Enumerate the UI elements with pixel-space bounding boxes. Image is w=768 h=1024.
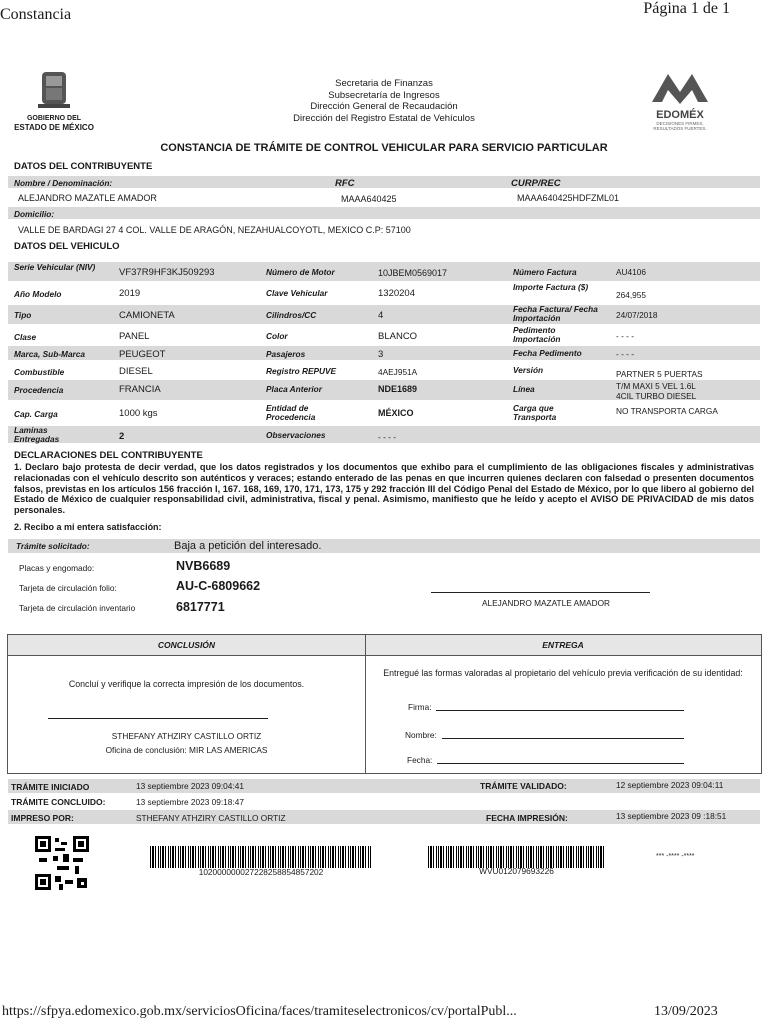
tipo-label: Tipo (14, 310, 32, 320)
tramite-concluido-value: 13 septiembre 2023 09:18:47 (136, 797, 244, 807)
modelo-value: 2019 (119, 288, 141, 299)
gobierno-line1: GOBIERNO DEL (26, 115, 82, 122)
fecha-impresion-value: 13 septiembre 2023 09 :18:51 (616, 811, 727, 821)
fecha-factura-value: 24/07/2018 (616, 310, 658, 320)
color-label: Color (266, 331, 288, 341)
edomex-name: EDOMÉX (656, 109, 704, 121)
footer-date: 13/09/2023 (654, 1004, 718, 1019)
entidad-label: Entidad de Procedencia (266, 403, 316, 422)
fecha-pedimento-value: - - - - (616, 349, 634, 359)
marca-value: PEUGEOT (119, 349, 166, 360)
factura-value: AU4106 (616, 267, 646, 277)
domicilio-label: Domicilio: (14, 209, 55, 219)
gobierno-line2: ESTADO DE MÉXICO (14, 123, 94, 132)
version-label: Versión (513, 365, 544, 375)
clave-value: 1320204 (378, 288, 415, 299)
entrega-fecha-label: Fecha: (407, 755, 433, 765)
entrega-text: Entregué las formas valoradas al propietario del vehículo previa verificación de su identidad: (383, 668, 743, 678)
curp-label: CURP/REC (511, 178, 561, 189)
header-line1: Secretaria de Finanzas (335, 78, 433, 89)
pedimento-value: - - - - (616, 331, 634, 341)
placas-value: NVB6689 (176, 559, 231, 573)
fecha-factura-label: Fecha Factura/ Fecha Importación (513, 304, 598, 323)
linea-value-2: 4CIL TURBO DIESEL (616, 390, 697, 401)
tramite-value: Baja a petición del interesado. (174, 540, 322, 552)
state-seal-icon (14, 70, 94, 110)
procedencia-label: Procedencia (14, 385, 64, 395)
entrega-nombre-label: Nombre: (405, 730, 437, 740)
color-value: BLANCO (378, 331, 418, 342)
repuve-value: 4AEJ951A (378, 367, 418, 377)
conclusion-oficina: Oficina de conclusión: MIR LAS AMERICAS (105, 745, 268, 755)
placa-anterior-label: Placa Anterior (266, 384, 322, 394)
pasajeros-label: Pasajeros (266, 349, 306, 359)
entrega-firma-line (436, 710, 684, 711)
factura-label: Número Factura (513, 267, 577, 277)
clave-label: Clave Vehicular (266, 288, 328, 298)
tramite-label: Trámite solicitado: (16, 541, 90, 551)
cilindros-label: Cilindros/CC (266, 310, 317, 320)
conclusion-nombre: STHEFANY ATHZIRY CASTILLO ORTIZ (111, 731, 262, 741)
conclusion-signature-line (48, 718, 268, 719)
recibo-item: 2. Recibo a mi entera satisfacción: (14, 522, 162, 532)
carga-value: 1000 kgs (119, 408, 158, 419)
folio-label: Tarjeta de circulación folio: (19, 583, 117, 593)
gobierno-logo (14, 70, 94, 130)
importe-label: Importe Factura ($) (513, 282, 589, 292)
motor-label: Número de Motor (266, 267, 335, 277)
linea-label: Línea (513, 384, 535, 394)
masked-code: *** -**** -**** (656, 853, 695, 860)
marca-label: Marca, Sub-Marca (14, 349, 86, 359)
observaciones-value: - - - - (378, 432, 396, 442)
tramite-iniciado-label: TRÁMITE INICIADO (11, 782, 90, 792)
tipo-value: CAMIONETA (119, 310, 175, 321)
linea-value (616, 382, 696, 401)
barcode-2-number: WVU012079693226 (479, 866, 554, 876)
entidad-value: MÉXICO (378, 408, 414, 418)
entrega-fecha-line (437, 763, 684, 764)
header-block (234, 78, 534, 124)
footer-url[interactable]: https://sfpya.edomexico.gob.mx/serviciosOficina/faces/tramiteselectronicos/cv/portalPubl... (2, 1004, 517, 1019)
laminas-label: Laminas Entregadas (14, 425, 60, 444)
tramite-concluido-label: TRÁMITE CONCLUIDO: (11, 797, 106, 807)
page-header-left: Constancia (0, 6, 72, 23)
pedimento-label: Pedimento Importación (513, 325, 561, 344)
rfc-label: RFC (335, 178, 355, 189)
section-declaraciones: DECLARACIONES DEL CONTRIBUYENTE (14, 450, 203, 461)
placas-label: Placas y engomado: (19, 563, 95, 573)
section-contribuyente: DATOS DEL CONTRIBUYENTE (14, 161, 153, 172)
domicilio-value: VALLE DE BARDAGI 27 4 COL. VALLE DE ARAGÓN, NEZAHUALCOYOTL, MEXICO C.P: 57100 (18, 225, 411, 235)
tramite-iniciado-value: 13 septiembre 2023 09:04:41 (136, 781, 244, 791)
firma-contribuyente-line (431, 592, 650, 593)
carga-label: Cap. Carga (14, 409, 58, 419)
serie-label: Serie Vehicular (NIV) (14, 262, 96, 272)
motor-value: 10JBEM0569017 (378, 268, 448, 278)
placa-anterior-value: NDE1689 (378, 384, 418, 394)
entrega-nombre-line (442, 738, 684, 739)
combustible-label: Combustible (14, 367, 65, 377)
rfc-value: MAAA640425 (341, 194, 397, 204)
observaciones-label: Observaciones (266, 430, 326, 440)
nombre-value: ALEJANDRO MAZATLE AMADOR (18, 193, 157, 203)
fecha-pedimento-label: Fecha Pedimento (513, 348, 582, 358)
entrega-firma-label: Firma: (408, 702, 432, 712)
inventario-label: Tarjeta de circulación inventario (19, 603, 136, 613)
combustible-value: DIESEL (119, 366, 153, 377)
edomex-mark-icon (640, 70, 720, 104)
document-title: CONSTANCIA DE TRÁMITE DE CONTROL VEHICULAR PARA SERVICIO PARTICULAR (160, 142, 608, 154)
barcode-1-number: 10200000002722825885485720​2 (198, 867, 324, 877)
tramite-validado-label: TRÁMITE VALIDADO: (480, 781, 567, 791)
importe-value: 264,955 (616, 290, 646, 300)
linea-value-1: T/M MAXI 5 VEL 1.6L (616, 381, 696, 391)
impreso-value: STHEFANY ATHZIRY CASTILLO ORTIZ (136, 813, 286, 823)
edomex-tag2: RESULTADOS FUERTES. (653, 126, 707, 131)
qr-code-icon (35, 836, 89, 890)
nombre-label: Nombre / Denominación: (14, 178, 113, 188)
header-line2: Subsecretaría de Ingresos (328, 89, 440, 101)
folio-value: AU-C-6809662 (176, 579, 261, 593)
cilindros-value: 4 (378, 310, 384, 321)
laminas-value: 2 (119, 431, 125, 442)
firmante-name: ALEJANDRO MAZATLE AMADOR (482, 598, 611, 608)
conclusion-header: CONCLUSIÓN (157, 640, 216, 650)
clase-label: Clase (14, 332, 37, 342)
procedencia-value: FRANCIA (119, 384, 161, 395)
header-line4: Dirección del Registro Estatal de Vehículos (293, 112, 475, 124)
carga-transporta-value: NO TRANSPORTA CARGA (616, 406, 718, 416)
curp-value: MAAA640425HDFZML01 (517, 193, 620, 203)
header-line3: Dirección General de Recaudación (310, 101, 458, 112)
edomex-logo (640, 70, 720, 130)
tramite-validado-value: 12 septiembre 2023 09:04:11 (616, 780, 724, 790)
page-number: Página 1 de 1 (643, 0, 730, 17)
fecha-impresion-label: FECHA IMPRESIÓN: (486, 813, 568, 823)
clase-value: PANEL (119, 331, 150, 342)
barcode-1-icon (150, 846, 372, 868)
edomex-tag1: DECISIONES FIRMES, (656, 121, 704, 126)
pasajeros-value: 3 (378, 349, 384, 360)
serie-value: VF37R9HF3KJ509293 (119, 267, 215, 278)
version-value: PARTNER 5 PUERTAS (616, 369, 703, 379)
entrega-header: ENTREGA (542, 640, 584, 650)
barcode-2-icon (428, 846, 605, 868)
section-vehiculo: DATOS DEL VEHICULO (14, 241, 120, 252)
declaracion-text: 1. Declaro bajo protesta de decir verdad, que los datos registrados y los documentos que exhibo para el cumplimiento de las obligaciones fiscales y administrativas relacionadas con el vehículo descrito son auténticos y veraces; estando enterado de las penas en que incurren quienes declaren con falsedad o presenten documentos falsos, previstas en los artículos 156 fracción I, 167. 168, 169, 170, 171, 173, 175 y 292 fracción III del Código Penal del Estado de México, por lo que libero al gobierno del Estado de México de cualquier responsabilidad civil, administrativa, fiscal y penal. Asimismo, manifiesto que he leído y acepto el AVISO DE PRIVACIDAD de mis datos personales. (14, 462, 754, 516)
impreso-label: IMPRESO POR: (11, 813, 74, 823)
inventario-value: 6817771 (176, 600, 225, 614)
conclusion-text: Concluí y verifique la correcta impresión de los documentos. (68, 679, 305, 689)
modelo-label: Año Modelo (14, 289, 62, 299)
repuve-label: Registro REPUVE (266, 366, 337, 376)
carga-transporta-label: Carga que Transporta (513, 403, 557, 422)
